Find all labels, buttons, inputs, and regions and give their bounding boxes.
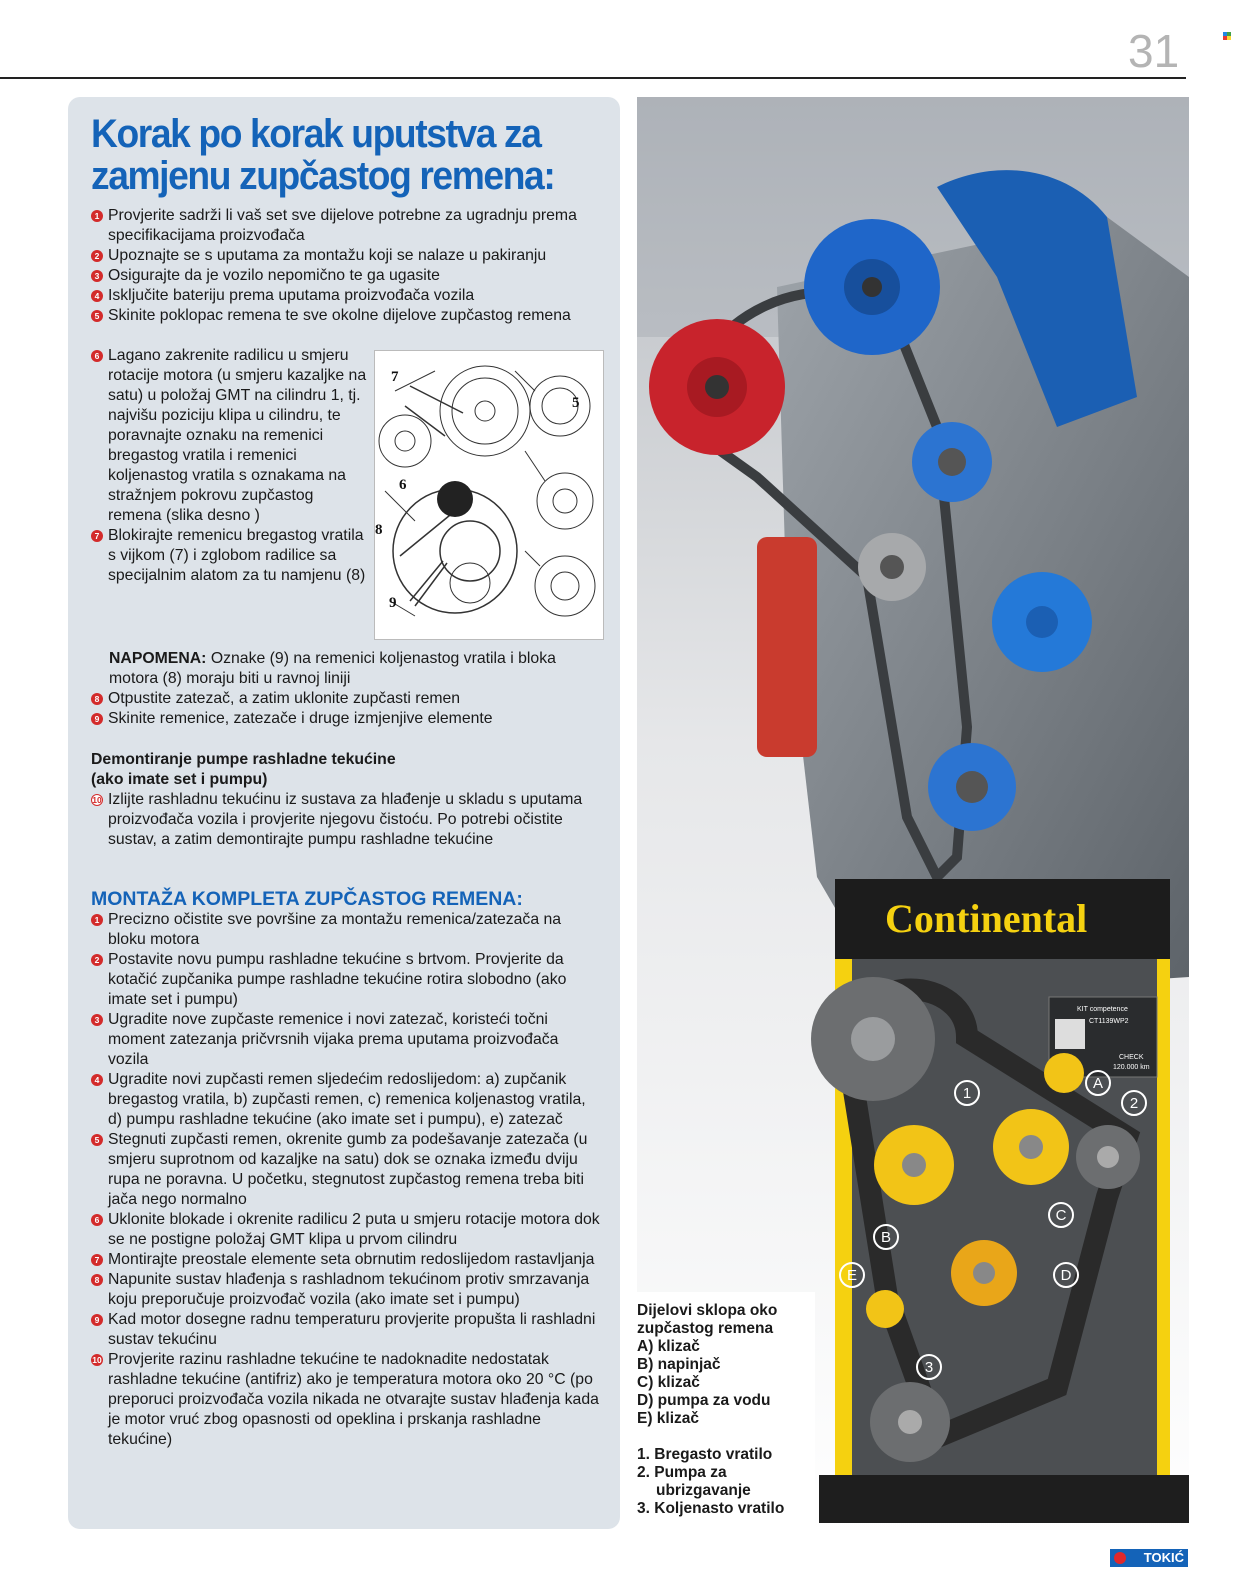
list-item: 10 Izlijte rashladnu tekućinu iz sustava za hlađenje u skladu s uputama proizvođača vozila i provjerite njegovu čistoću. Po potrebi očistite sustav, a zatim demontirajte pumpu rashladne tekućine xyxy=(92,791,583,848)
legend-item: 3. Koljenasto vratilo xyxy=(637,1500,785,1517)
kit-code: CT1139WP2 xyxy=(1089,1018,1129,1025)
list-item: 9 Skinite remenice, zatezače i druge izmjenjive elemente xyxy=(91,709,601,729)
main-title: Korak po korak uputstva za zamjenu zupčastog remena: xyxy=(91,112,555,198)
tokic-logo: TOKIĆ xyxy=(1110,1549,1188,1567)
legend-item: C) klizač xyxy=(637,1374,700,1391)
list-item: 8 Otpustite zatezač, a zatim uklonite zupčasti remen xyxy=(91,689,601,709)
list-item: 1 Provjerite sadrži li vaš set sve dijelove potrebne za ugradnju prema specifikacijama proizvođača xyxy=(91,206,601,246)
diagram-label-7: 7 xyxy=(391,369,399,385)
list-item: 6 Lagano zakrenite radilicu u smjeru rotacije motora (u smjeru kazaljke na satu) u položaj GMT na cilindru 1, tj. najvišu poziciju klipa u cilindru, te poravnajte oznaku na remenici bregastog vratila i remenici koljenastog vratila s oznakama na stražnjem pokrovu zupčastog remena (slika desno ) xyxy=(91,346,367,526)
top-rule xyxy=(0,77,1186,79)
list-item: 6 Uklonite blokade i okrenite radilicu 2 puta u smjeru rotacije motora dok se ne postigne položaj GMT klipa u prvom cilindru xyxy=(91,1210,603,1250)
diagram-label-6: 6 xyxy=(399,477,407,493)
steps-list-narrow xyxy=(91,346,367,586)
kit-label: KIT competence xyxy=(1077,1006,1128,1013)
list-item: 9 Kad motor dosegne radnu temperaturu provjerite propušta li rashladni sustav tekućinu xyxy=(91,1310,603,1350)
photo-marker-a: A xyxy=(1092,1075,1104,1092)
legend-item: 2. Pumpa za ubrizgavanje xyxy=(637,1464,751,1499)
photo-marker-1: 1 xyxy=(962,1085,972,1102)
list-item: 5 Skinite poklopac remena te sve okolne dijelove zupčastog remena xyxy=(91,306,578,326)
legend-item: 1. Bregasto vratilo xyxy=(637,1446,773,1463)
list-item: 3 Ugradite nove zupčaste remenice i novi zatezač, koristeći točni moment zatezanja pričvrsnih vijaka prema uputama proizvođača vozila xyxy=(91,1010,603,1070)
list-item: 10 Provjerite razinu rashladne tekućine te nadoknadite nedostatak rashladne tekućine (antifriz) ako je temperatura motora oko 20 °C (po preporuci proizvođača vozila nikada ne otvarajte sustav hlađenja kada je motor vruć zbog opasnosti od opeklina i prskanja rashladne tekućine) xyxy=(92,1351,599,1448)
photo-marker-b: B xyxy=(880,1229,892,1246)
check-label: CHECK xyxy=(1119,1054,1144,1061)
steps-list-end xyxy=(91,689,601,729)
list-item: 7 Montirajte preostale elemente seta obrnutim redoslijedom rastavljanja xyxy=(91,1250,603,1270)
legend-item: E) klizač xyxy=(637,1410,700,1427)
list-item: 4 Ugradite novi zupčasti remen sljedećim redoslijedom: a) zupčanik bregastog vratila, b) zupčasti remen, c) remenica koljenastog vratila, d) pumpu rashladne tekućine (ako imate set i pumpu), e) zatezač xyxy=(91,1070,603,1130)
legend-title: Dijelovi sklopa oko zupčastog remena xyxy=(637,1302,778,1337)
list-item: 2 Postavite novu pumpu rashladne tekućine s brtvom. Provjerite da kotačić zupčanika pumpe rashladne tekućine rotira slobodno (ako imate set i pumpu) xyxy=(91,950,603,1010)
pump-section-list xyxy=(91,790,596,850)
note-text: NAPOMENA: Oznake (9) na remenici koljenastog vratila i bloka motora (8) moraju biti u ravnoj liniji xyxy=(109,650,556,687)
photo-marker-c: C xyxy=(1055,1207,1067,1224)
check-km: 120.000 km xyxy=(1113,1064,1150,1071)
photo-marker-3: 3 xyxy=(924,1359,934,1376)
continental-logo-text: Continental xyxy=(885,896,1088,941)
pump-section-title: Demontiranje pumpe rashladne tekućine (ako imate set i pumpu) xyxy=(91,751,396,788)
assembly-list xyxy=(91,910,603,1450)
list-item: 2 Upoznajte se s uputama za montažu koji se nalaze u pakiranju xyxy=(91,246,601,266)
list-item: 7 Blokirajte remenicu bregastog vratila s vijkom (7) i zglobom radilice sa specijalnim alatom za tu namjenu (8) xyxy=(91,526,367,586)
photo-marker-d: D xyxy=(1060,1267,1072,1284)
photo-marker-2: 2 xyxy=(1129,1095,1139,1112)
diagram-label-5: 5 xyxy=(572,395,580,411)
list-item: 4 Isključite bateriju prema uputama proizvođača vozila xyxy=(91,286,601,306)
photo-marker-e: E xyxy=(846,1267,858,1284)
list-item: 3 Osigurajte da je vozilo nepomično te ga ugasite xyxy=(91,266,601,286)
parts-legend xyxy=(637,1302,817,1518)
list-item: 8 Napunite sustav hlađenja s rashladnom tekućinom protiv smrzavanja koju preporučuje proizvođač vozila (ako imate set i pumpu) xyxy=(91,1270,603,1310)
page-number: 31 xyxy=(1128,25,1180,77)
assembly-title: MONTAŽA KOMPLETA ZUPČASTOG REMENA: xyxy=(91,888,523,910)
timing-diagram xyxy=(374,350,604,640)
diagram-label-9: 9 xyxy=(389,595,397,611)
corner-logo-icon xyxy=(1223,32,1231,40)
list-item: 1 Precizno očistite sve površine za montažu remenica/zatezača na bloku motora xyxy=(91,910,603,950)
legend-item: B) napinjač xyxy=(637,1356,721,1373)
list-item: 5 Stegnuti zupčasti remen, okrenite gumb za podešavanje zatezača (u smjeru suprotnom od kazaljke na satu) dok se oznaka između dviju rupa ne poravna. U početku, stegnutost zupčastog remena treba biti jača nego normalno xyxy=(91,1130,603,1210)
diagram-label-8: 8 xyxy=(375,522,383,538)
steps-list-top xyxy=(91,206,601,326)
legend-item: D) pumpa za vodu xyxy=(637,1392,771,1409)
legend-item: A) klizač xyxy=(637,1338,700,1355)
